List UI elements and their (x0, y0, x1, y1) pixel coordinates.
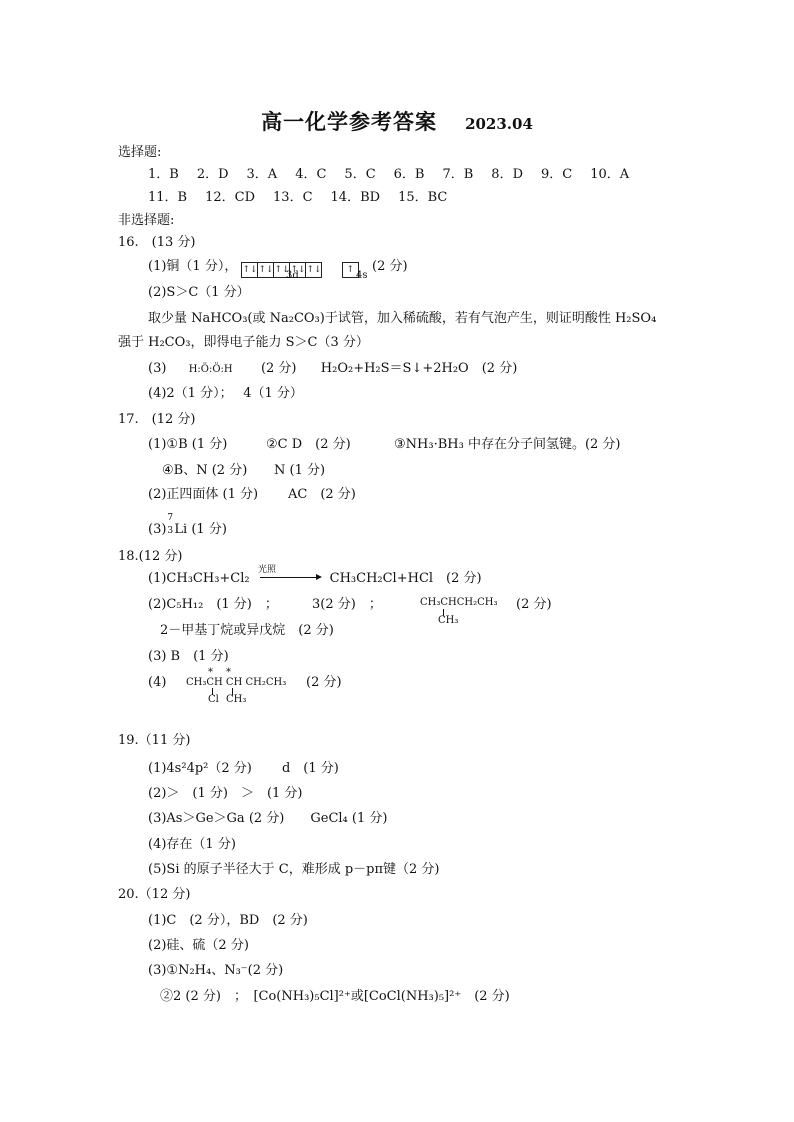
q19-head: 19.（11 分) (118, 733, 191, 748)
orbital-box-3d: ↑↓ (305, 262, 322, 278)
mass-number: 7 (167, 513, 174, 523)
chiral-mark-1: * (208, 667, 213, 678)
choice-answer: 15．BC (398, 190, 448, 205)
choice-row-1 (148, 166, 647, 184)
q18-line2a: (2)C₅H₁₂ (1 分) ； (148, 597, 278, 612)
reaction-arrow (260, 577, 320, 578)
q16-answer-1b: (2 分) (372, 259, 408, 274)
choice-answer: 11．B (148, 190, 188, 205)
q16-answer-3-score: (2 分) (260, 361, 297, 376)
q18-line5b: (2 分) (306, 675, 342, 690)
choice-answer: 14．BD (330, 190, 381, 205)
q16-head: 16. (13 分) (118, 235, 196, 250)
title-main: 高一化学参考答案 (261, 109, 438, 134)
choice-answer: 5．C (344, 167, 376, 182)
q17-line2b: N (1 分) (274, 463, 326, 478)
q18-line2b: 3(2 分) ； (312, 597, 382, 612)
q17-line2a: ④B、N (2 分) (162, 463, 248, 478)
q16-answer-1a: (1)铜（1 分）， (148, 259, 238, 274)
q16-line3: 取少量 NaHCO₃(或 Na₂CO₃)于试管，加入稀硫酸，若有气泡产生，则证明酸性 H₂SO₄ (148, 311, 657, 326)
q20-line4: ②2 (2 分) ； [Co(NH₃)₅Cl]²⁺或[CoCl(NH₃)₅]²⁺ (2 分) (160, 989, 510, 1004)
choice-answer: 13．C (273, 190, 313, 205)
choice-answer: 4．C (295, 167, 327, 182)
chiral-mark-2: * (226, 667, 231, 678)
choice-answer: 2．D (196, 167, 229, 182)
chiral-structure: CH₃CH CH CH₂CH₃ (186, 677, 287, 688)
q18-line5a: (4) (148, 675, 167, 690)
orbital-label-3d: 3d (286, 270, 299, 281)
choice-header: 选择题: (118, 145, 162, 160)
q19-line1: (1)4s²4p²（2 分) d (1 分) (148, 761, 339, 776)
q17-head: 17. (12 分) (118, 412, 196, 427)
q19-line3: (3)As＞Ge＞Ga (2 分) GeCl₄ (1 分) (148, 811, 388, 826)
page-title (0, 106, 794, 136)
q18-reactants: (1)CH₃CH₃+Cl₂ (148, 571, 250, 586)
orbital-box-3d: ↑↓ (241, 262, 258, 278)
q18-head: 18.(12 分) (118, 549, 183, 564)
q18-line3: 2－甲基丁烷或异戊烷 (2 分) (160, 623, 334, 638)
q20-line2: (2)硅、硫（2 分) (148, 938, 249, 953)
q18-line1 (148, 570, 482, 588)
orbital-box-3d: ↑↓ (257, 262, 274, 278)
q16-line5 (148, 360, 517, 379)
orbital-label-4s: 4s (356, 270, 368, 281)
q16-equation: H₂O₂+H₂S＝S↓+2H₂O (2 分) (320, 361, 518, 376)
q18-products: CH₃CH₂Cl+HCl (2 分) (329, 571, 482, 586)
orbital-box-4s: ↑ (342, 262, 359, 278)
q17-line3b: AC (2 分) (288, 487, 356, 502)
q17-answer-3: (3) (148, 522, 167, 537)
q18-line4: (3) B (1 分) (148, 649, 229, 664)
branch-cl: Cl (208, 694, 219, 705)
q17-answer-3-value: Li (1 分) (174, 522, 227, 537)
q19-line4: (4)存在（1 分) (148, 837, 236, 852)
isopentane-branch: CH₃ (438, 615, 459, 626)
q17-line1a: (1)①B (1 分) (148, 437, 228, 452)
orbital-diagram-3d (241, 259, 321, 274)
q18-line2c: (2 分) (516, 597, 552, 612)
q16-line2: (2)S＞C（1 分） (148, 285, 250, 300)
q20-line3: (3)①N₂H₄、N₃⁻(2 分) (148, 963, 284, 978)
choice-answer: 12．CD (205, 190, 256, 205)
q16-answer-3: (3) (148, 361, 167, 376)
title-date: 2023.04 (465, 115, 533, 133)
q20-head: 20.（12 分) (118, 887, 191, 902)
reaction-condition: 光照 (258, 565, 277, 575)
nonchoice-header: 非选择题: (118, 213, 175, 228)
choice-answer: 8．D (491, 167, 523, 182)
q16-line6: (4)2（1 分）； 4（1 分） (148, 386, 303, 401)
q19-line2: (2)＞ (1 分) ＞ (1 分) (148, 786, 303, 801)
orbital-box-3d: ↑↓ (273, 262, 290, 278)
atomic-number: 3 (167, 526, 174, 536)
q17-line3a: (2)正四面体 (1 分) (148, 487, 259, 502)
choice-answer: 7．B (442, 167, 474, 182)
q16-line4: 强于 H₂CO₃，即得电子能力 S＞C（3 分） (118, 335, 369, 350)
choice-answer: 3．A (246, 167, 278, 182)
q17-line1b: ②C D (2 分) (266, 437, 351, 452)
choice-answer: 6．B (393, 167, 425, 182)
q17-line1c: ③NH₃·BH₃ 中存在分子间氢键。(2 分) (394, 437, 621, 452)
branch-ch3: CH₃ (226, 694, 247, 705)
choice-answer: 10．A (590, 167, 630, 182)
isopentane-structure: CH₃CHCH₂CH₃ (420, 597, 498, 608)
choice-answer: 1．B (148, 167, 179, 182)
h2o2-electron-formula: H:Ö:Ö:H (188, 364, 233, 375)
q20-line1: (1)C (2 分），BD (2 分) (148, 913, 308, 928)
q17-line4 (148, 513, 227, 539)
choice-answer: 9．C (541, 167, 573, 182)
q16-line1 (148, 258, 408, 278)
orbital-box-3d: ↑↓ (289, 262, 306, 278)
q19-line5: (5)Si 的原子半径大于 C，难形成 p－pπ键（2 分) (148, 862, 440, 877)
choice-row-2 (148, 189, 465, 207)
